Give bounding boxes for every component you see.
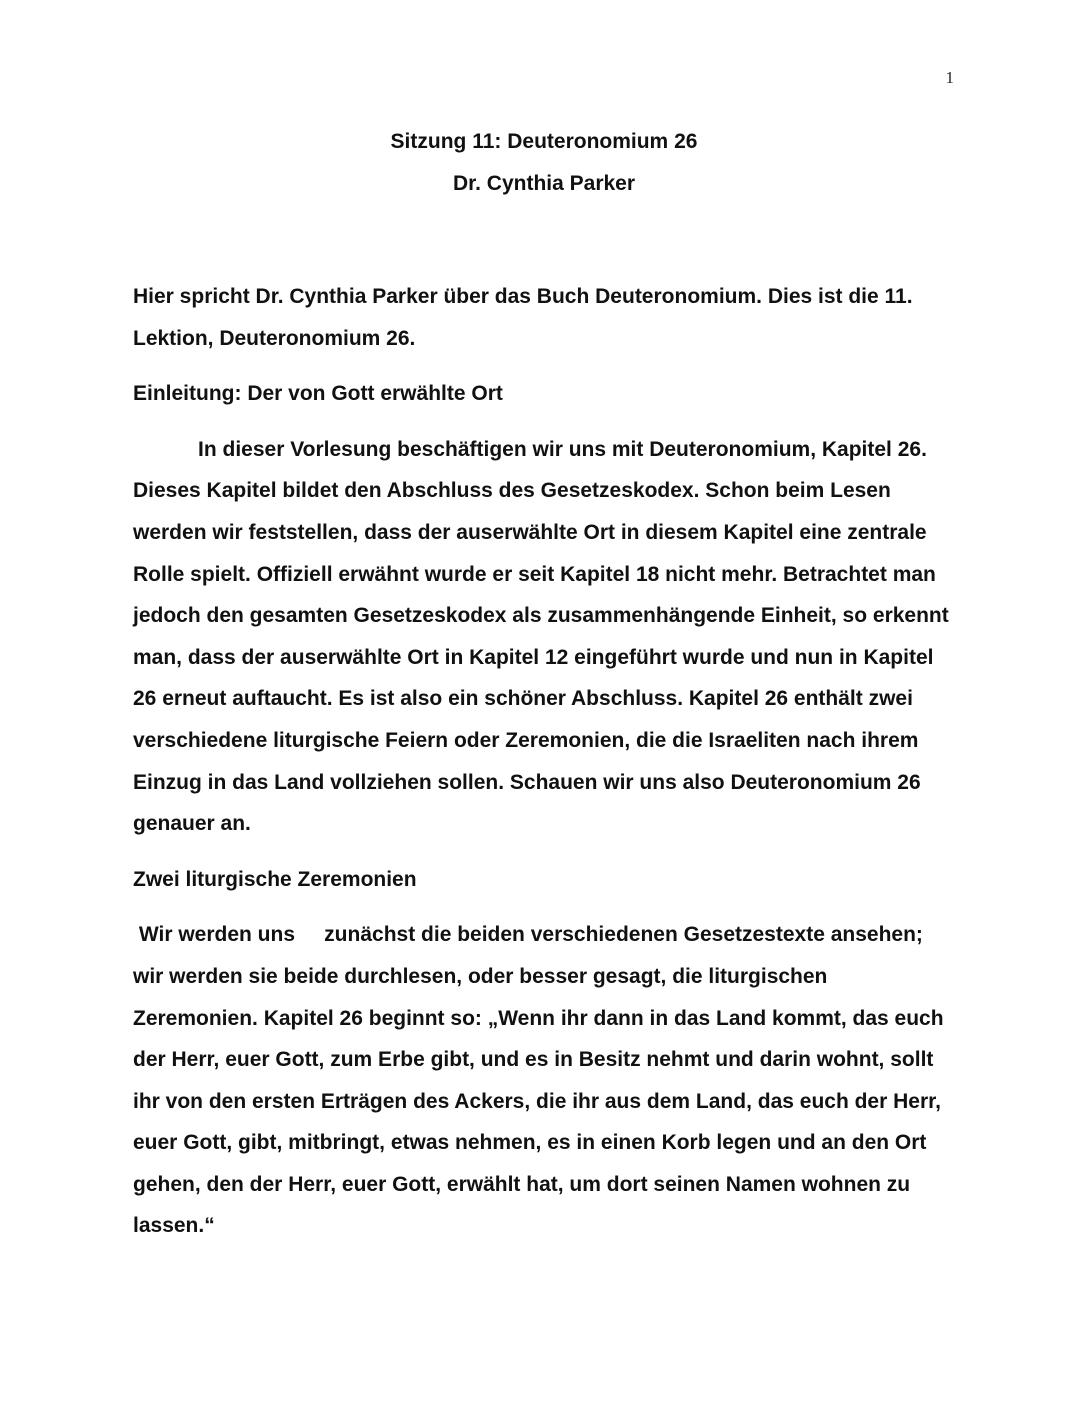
intro-paragraph: Hier spricht Dr. Cynthia Parker über das Buch Deuteronomium. Dies ist die 11. Lektion, Deuteronomium 26. [133, 285, 913, 350]
body-paragraph-1: In dieser Vorlesung beschäftigen wir uns mit Deuteronomium, Kapitel 26. Dieses Kapitel bildet den Abschluss des Gesetzeskodex. Schon beim Lesen werden wir feststellen, dass der auserwählte Ort in diesem Kapitel eine zentrale Rolle spielt. Offiziell erwähnt wurde er seit Kapitel 18 nicht mehr. Betrachtet man jedoch den gesamten Gesetzeskodex als zusammenhängende Einheit, so erkennt man, dass der auserwählte Ort in Kapitel 12 eingeführt wurde und nun in Kapitel 26 erneut auftaucht. Es ist also ein schöner Abschluss. Kapitel 26 enthält zwei verschiedene liturgische Feiern oder Zeremonien, die die Israeliten nach ihrem Einzug in das Land vollziehen sollen. Schauen wir uns also Deuteronomium 26 genauer an. [133, 437, 949, 836]
document-header [0, 124, 1088, 208]
document-title: Sitzung 11: Deuteronomium 26 [390, 130, 698, 153]
document-author: Dr. Cynthia Parker [452, 172, 636, 195]
document-body [133, 276, 955, 1261]
body-paragraph-2-text: Wir werden uns zunächst die beiden verschiedenen Gesetzestexte ansehen; wir werden sie beide durchlesen, oder besser gesagt, die liturgischen Zeremonien. Kapitel 26 beginnt so: „Wenn ihr dann in das Land kommt, das euch der Herr, euer Gott, zum Erbe gibt, und es in Besitz nehmt und darin wohnt, sollt ihr von den ersten Erträgen des Ackers, die ihr aus dem Land, das euch der Herr, euer Gott, gibt, mitbringt, etwas nehmen, es in einen Korb legen und an den Ort gehen, den der Herr, euer Gott, erwählt hat, um dort seinen Namen wohnen zu lassen.“ [133, 923, 950, 1238]
body-paragraph-2 [133, 914, 955, 1247]
page-number: 1 [945, 68, 954, 87]
section-heading-ceremonies: Zwei liturgische Zeremonien [133, 867, 417, 891]
section-heading-introduction: Einleitung: Der von Gott erwählte Ort [133, 382, 503, 406]
